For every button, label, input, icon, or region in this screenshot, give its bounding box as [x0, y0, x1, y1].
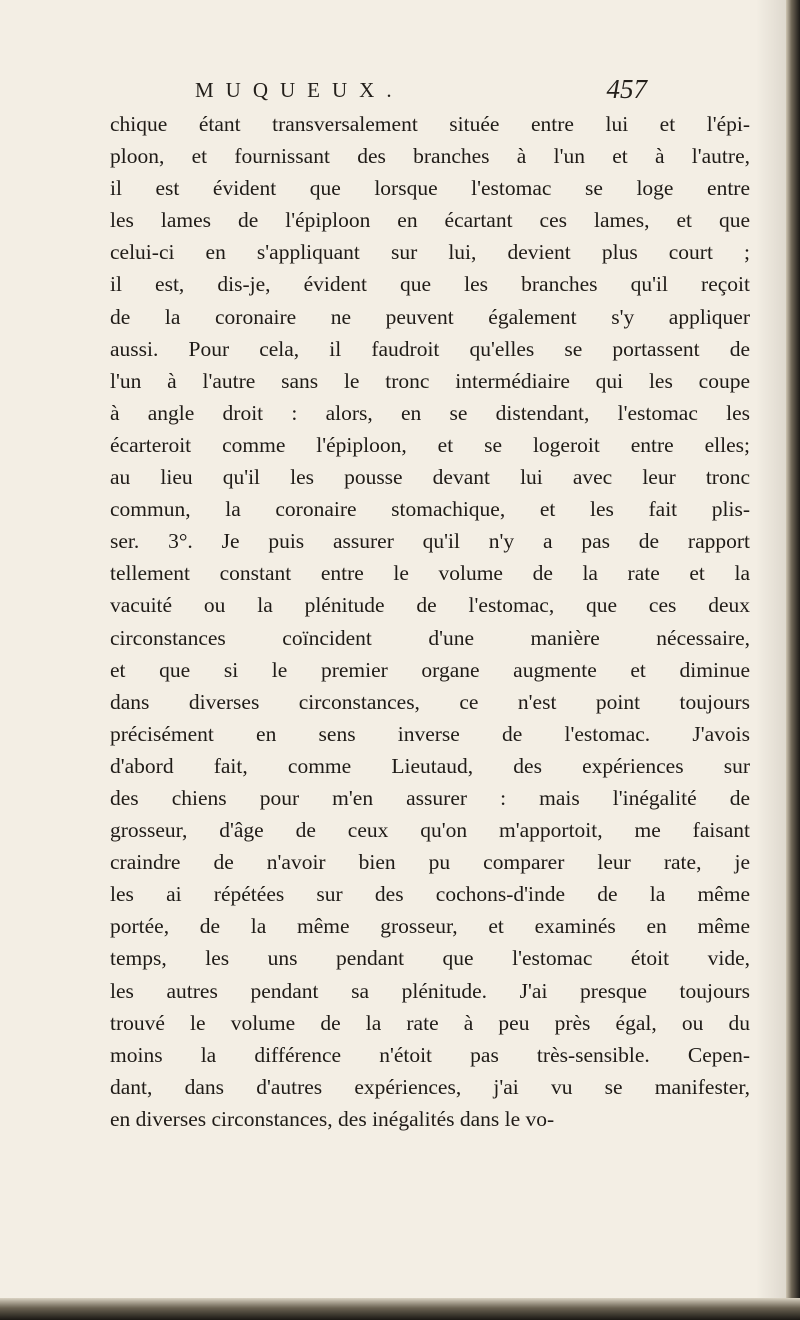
text-line: ploon, et fournissant des branches à l'un et à l'autre, — [110, 144, 750, 169]
page-number: 457 — [606, 74, 647, 104]
running-title: MUQUEUX. — [195, 78, 404, 102]
text-line: temps, les uns pendant que l'estomac étoit vide, — [110, 946, 750, 971]
binding-shadow — [756, 0, 786, 1320]
text-line: ser. 3°. Je puis assurer qu'il n'y a pas de rapport — [110, 529, 750, 554]
text-line: aussi. Pour cela, il faudroit qu'elles se portassent de — [110, 336, 750, 361]
text-line: dant, dans d'autres expériences, j'ai vu se manifester, — [110, 1074, 750, 1099]
text-line: celui-ci en s'appliquant sur lui, devient plus court ; — [110, 240, 750, 265]
text-line: les ai répétées sur des cochons-d'inde de la même — [110, 882, 750, 907]
text-line: chique étant transversalement située entre lui et l'épi- — [110, 112, 750, 136]
text-line: l'un à l'autre sans le tronc intermédiaire qui les coupe — [110, 368, 750, 393]
text-line: à angle droit : alors, en se distendant, l'estomac les — [110, 400, 750, 425]
text-line: de la coronaire ne peuvent également s'y appliquer — [110, 304, 750, 329]
text-line: trouvé le volume de la rate à peu près égal, ou du — [110, 1010, 750, 1035]
page-edge-right — [786, 0, 800, 1320]
text-line: en diverses circonstances, des inégalités dans le vo- — [110, 1106, 555, 1131]
text-line: les lames de l'épiploon en écartant ces lames, et que — [110, 208, 750, 233]
text-line: tellement constant entre le volume de la rate et la — [110, 561, 750, 586]
text-line: grosseur, d'âge de ceux qu'on m'apportoit, me faisant — [110, 818, 750, 843]
text-line: dans diverses circonstances, ce n'est point toujours — [110, 689, 750, 714]
text-line: il est évident que lorsque l'estomac se loge entre — [110, 176, 750, 201]
text-line: moins la différence n'étoit pas très-sensible. Cepen- — [110, 1042, 750, 1067]
body-text — [110, 108, 750, 1135]
text-line: d'abord fait, comme Lieutaud, des expériences sur — [110, 753, 750, 778]
page-edge-bottom — [0, 1298, 800, 1320]
text-line: les autres pendant sa plénitude. J'ai presque toujours — [110, 978, 750, 1003]
text-line: écarteroit comme l'épiploon, et se logeroit entre elles; — [110, 432, 750, 457]
text-line: commun, la coronaire stomachique, et les fait plis- — [110, 497, 750, 522]
text-line: craindre de n'avoir bien pu comparer leur rate, je — [110, 850, 750, 875]
text-line: précisément en sens inverse de l'estomac. J'avois — [110, 721, 750, 746]
text-line: circonstances coïncident d'une manière nécessaire, — [110, 625, 750, 650]
text-line: portée, de la même grosseur, et examinés en même — [110, 914, 750, 939]
text-line: et que si le premier organe augmente et diminue — [110, 657, 750, 682]
text-line: au lieu qu'il les pousse devant lui avec leur tronc — [110, 465, 750, 490]
text-line: des chiens pour m'en assurer : mais l'inégalité de — [110, 785, 750, 810]
text-line: il est, dis-je, évident que les branches qu'il reçoit — [110, 272, 750, 297]
text-line: vacuité ou la plénitude de l'estomac, que ces deux — [110, 593, 750, 618]
